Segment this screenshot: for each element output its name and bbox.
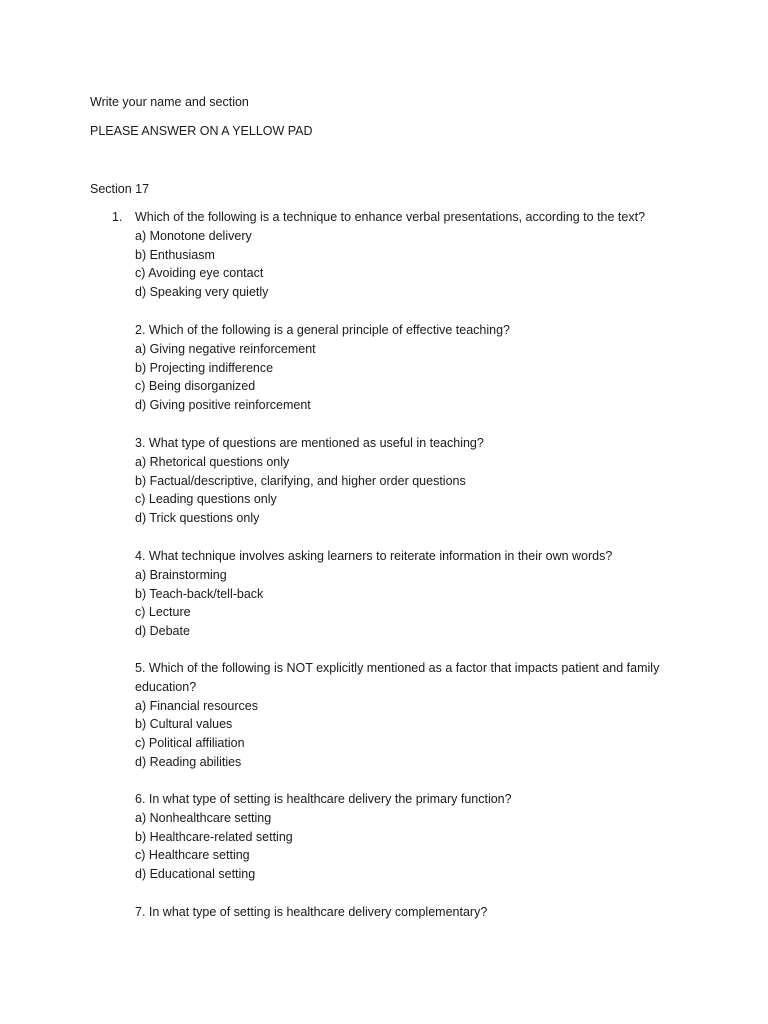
question-text: 4. What technique involves asking learners to reiterate information in their own words? (135, 549, 613, 563)
answer-option: d) Educational setting (135, 867, 256, 882)
question-6 (135, 790, 695, 884)
answer-note: PLEASE ANSWER ON A YELLOW PAD (90, 124, 313, 138)
answer-option: b) Projecting indifference (135, 360, 274, 375)
answer-option: a) Financial resources (135, 698, 258, 713)
answer-option: b) Healthcare-related setting (135, 829, 293, 844)
question-text: 3. What type of questions are mentioned as useful in teaching? (135, 436, 484, 450)
question-2 (135, 321, 695, 415)
question-4 (135, 547, 695, 641)
section-title: Section 17 (90, 182, 150, 196)
question-text: 7. In what type of setting is healthcare delivery complementary? (135, 905, 488, 919)
answer-option: b) Factual/descriptive, clarifying, and higher order questions (135, 473, 466, 488)
answer-option: c) Lecture (135, 605, 191, 620)
name-instruction: Write your name and section (90, 95, 249, 109)
answer-option: c) Healthcare setting (135, 848, 250, 863)
question-1 (135, 208, 695, 302)
answer-option: c) Avoiding eye contact (135, 266, 264, 281)
answer-option: c) Being disorganized (135, 379, 256, 394)
question-text: 5. Which of the following is NOT explicitly mentioned as a factor that impacts patient and family education? (135, 661, 660, 694)
answer-option: c) Political affiliation (135, 736, 245, 751)
answer-option: a) Giving negative reinforcement (135, 341, 316, 356)
question-7 (135, 903, 695, 922)
question-text: 2. Which of the following is a general principle of effective teaching? (135, 323, 510, 337)
answer-option: d) Reading abilities (135, 754, 242, 769)
answer-option: c) Leading questions only (135, 492, 277, 507)
answer-option: d) Debate (135, 624, 190, 639)
question-3 (135, 434, 695, 528)
answer-option: b) Cultural values (135, 717, 233, 732)
answer-option: a) Brainstorming (135, 567, 227, 582)
question-text: Which of the following is a technique to enhance verbal presentations, according to the text? (135, 210, 646, 224)
answer-option: a) Monotone delivery (135, 228, 252, 243)
question-text: 6. In what type of setting is healthcare delivery the primary function? (135, 792, 512, 806)
answer-option: a) Nonhealthcare setting (135, 810, 272, 825)
answer-option: a) Rhetorical questions only (135, 454, 290, 469)
question-5 (135, 659, 680, 772)
answer-option: d) Trick questions only (135, 511, 260, 526)
answer-option: d) Giving positive reinforcement (135, 398, 311, 413)
answer-option: d) Speaking very quietly (135, 285, 269, 300)
question-number: 1. (112, 210, 123, 224)
answer-option: b) Enthusiasm (135, 247, 215, 262)
answer-option: b) Teach-back/tell-back (135, 586, 264, 601)
